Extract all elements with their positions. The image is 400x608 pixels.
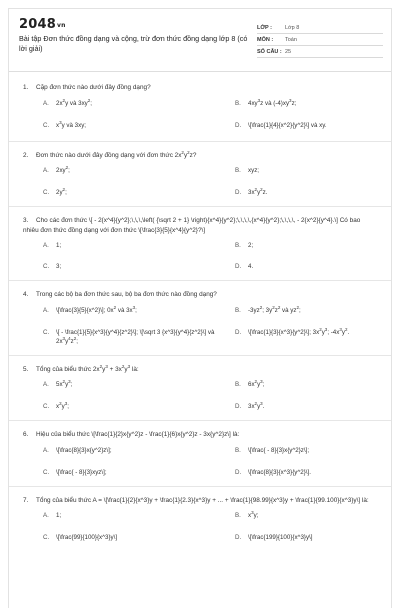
question-body: Trong các bộ ba đơn thức sau, bộ ba đơn thức nào đồng dạng? <box>36 291 217 298</box>
option-text: $4xy^3z$ và $(-4)xy^3z$; <box>248 97 297 107</box>
question-3 <box>9 206 391 280</box>
option-text: 3; <box>56 263 62 270</box>
answer-option[interactable] <box>235 306 400 315</box>
option-text: \[\frac{ - 8}{3}x{y^2}z\]; <box>248 446 310 454</box>
question-4 <box>9 280 391 355</box>
answer-option[interactable] <box>235 402 400 411</box>
option-letter: D. <box>235 403 242 410</box>
option-letter: B. <box>235 99 241 107</box>
question-number: 6. <box>23 431 29 438</box>
page-title: Bài tập Đơn thức đồng dạng và cộng, trừ đơn thức đồng dạng lớp 8 (có lời giải) <box>19 34 248 53</box>
answer-option[interactable] <box>235 446 400 455</box>
option-letter: D. <box>235 121 242 129</box>
option-text: $2x^2y$ và $3xy^2$; <box>56 97 93 107</box>
option-text: $x^2y^3$; <box>56 401 69 410</box>
answer-options <box>43 306 377 346</box>
answer-options <box>43 99 377 130</box>
answer-option[interactable] <box>235 121 400 130</box>
info-table <box>257 22 383 58</box>
option-letter: C. <box>43 534 50 541</box>
info-key: MÔN : <box>257 36 274 43</box>
answer-option[interactable] <box>43 511 235 520</box>
answer-option[interactable] <box>235 468 400 477</box>
option-letter: B. <box>235 167 241 174</box>
option-text: 2; <box>248 242 254 249</box>
info-value: Lớp 8 <box>285 24 300 31</box>
answer-option[interactable] <box>43 468 235 477</box>
option-text: \[\frac{ - 8}{3}xyz\]; <box>56 468 107 476</box>
question-list <box>9 83 391 551</box>
option-letter: D. <box>235 328 242 336</box>
info-row-class <box>257 22 383 34</box>
option-letter: C. <box>43 189 50 196</box>
option-text: $2y^2$; <box>56 187 67 196</box>
option-text: \[\frac{99}{100}{x^3}y\] <box>56 534 118 541</box>
answer-option[interactable] <box>43 402 235 411</box>
answer-option[interactable] <box>43 533 235 542</box>
option-letter: C. <box>43 328 50 336</box>
header-divider <box>9 71 391 72</box>
option-text: $5x^2y^3$; <box>56 379 73 388</box>
option-letter: A. <box>43 512 49 519</box>
option-text: \[\frac{8}{3}x{y^2}z\]; <box>56 446 112 454</box>
option-text: \[\frac{199}{100}{x^3}y\] <box>248 534 313 541</box>
option-text: xyz; <box>248 167 260 174</box>
answer-option[interactable] <box>43 241 235 250</box>
answer-option[interactable] <box>235 380 400 389</box>
answer-option[interactable] <box>43 262 235 271</box>
answer-option[interactable] <box>235 99 400 108</box>
answer-option[interactable] <box>43 99 235 108</box>
option-letter: D. <box>235 468 242 476</box>
option-letter: C. <box>43 403 50 410</box>
option-text: $3x^2y^3$. <box>248 401 265 410</box>
answer-option[interactable] <box>43 306 235 315</box>
answer-options <box>43 166 377 197</box>
question-body: Tổng của biểu thức $2x^2y^3 + 3x^2y^3$ là: <box>36 363 139 373</box>
option-letter: D. <box>235 534 242 541</box>
question-body: Cho các đơn thức \[ - 2{x^4}{y^2};\,\,\,\left( {\sqrt 2 + 1} \right){x^4}{y^2};\,\,\,\,{x^4}{y^2};\,\,\,\, - 2{x^2}{y^4}.\] Có bao nhiêu đơn thức đồng dạng với đơn thức \[\frac{3}{5}{x^4}{y^2}?\] <box>23 217 361 234</box>
info-key: SỐ CÂU : <box>257 48 282 55</box>
option-text: \[\frac{8}{3}{x^3}{y^2}\]. <box>248 468 311 476</box>
answer-option[interactable] <box>235 328 400 346</box>
option-letter: C. <box>43 263 50 270</box>
option-letter: A. <box>43 242 49 249</box>
option-letter: A. <box>43 381 49 388</box>
answer-option[interactable] <box>235 241 400 250</box>
question-number: 2. <box>23 151 29 159</box>
question-number: 7. <box>23 496 29 504</box>
option-letter: A. <box>43 99 49 107</box>
answer-option[interactable] <box>235 262 400 271</box>
info-row-count <box>257 46 383 58</box>
answer-option[interactable] <box>43 380 235 389</box>
option-letter: B. <box>235 446 241 454</box>
document-page <box>8 8 392 608</box>
question-body: Đơn thức nào dưới đây đồng dạng với đơn thức $2x^2y^2z$? <box>36 149 197 159</box>
answer-option[interactable] <box>43 328 235 346</box>
question-text <box>23 290 377 300</box>
option-text: $3x^2y^2z$. <box>248 187 268 196</box>
site-logo[interactable]: 2048vn <box>19 17 66 32</box>
option-letter: D. <box>235 263 242 270</box>
answer-options <box>43 446 377 477</box>
option-text: 1; <box>56 242 62 249</box>
answer-option[interactable] <box>235 533 400 542</box>
answer-option[interactable] <box>43 121 235 130</box>
option-text: \[\frac{1}{3}{x^3}{y^2}\]; $3x^2y^3$; $-4x^3y^2$. <box>248 326 350 336</box>
question-body: Cặp đơn thức nào dưới đây đồng dạng? <box>36 84 151 91</box>
answer-option[interactable] <box>43 166 235 175</box>
info-value: 25 <box>285 48 292 55</box>
option-letter: B. <box>235 306 241 314</box>
question-body: Tổng của biểu thức A = \[\frac{1}{2}{x^3}y + \frac{1}{2.3}{x^3}y + ... + \frac{1}{98.99}{x^3}y + \frac{1}{99.100}{x^3}y\] là: <box>36 496 369 504</box>
option-text: \[ - \frac{1}{5}{x^3}{y^4}{z^2}\]; \[\sqrt 3 {x^3}{y^4}{z^2}\] và $2x^3y^4z^2$; <box>56 328 215 345</box>
answer-options <box>43 241 377 271</box>
question-1 <box>9 83 391 141</box>
option-text: 4. <box>248 263 254 270</box>
option-letter: B. <box>235 381 241 388</box>
info-key: LỚP : <box>257 24 272 31</box>
info-row-subject <box>257 34 383 46</box>
option-letter: B. <box>235 512 241 519</box>
option-letter: D. <box>235 189 242 196</box>
option-text: $x^3y$; <box>248 510 259 519</box>
question-5 <box>9 355 391 421</box>
option-text: $x^3y$ và 3xy; <box>56 119 87 129</box>
answer-option[interactable] <box>43 188 235 197</box>
question-text <box>23 430 377 440</box>
option-text: 1; <box>56 512 62 519</box>
answer-option[interactable] <box>235 166 400 175</box>
question-number: 1. <box>23 84 29 91</box>
option-text: $-3yz^2$; $3y^2z^2$ và $yz^2$; <box>248 304 301 314</box>
question-number: 3. <box>23 217 29 224</box>
option-letter: C. <box>43 121 50 129</box>
question-body: Hiệu của biểu thức \[\frac{1}{2}x{y^2}z - \frac{1}{6}x{y^2}z - 3x{y^2}z\] là: <box>36 431 240 438</box>
option-letter: A. <box>43 167 49 174</box>
question-text <box>23 216 377 235</box>
answer-options <box>43 380 377 411</box>
question-7 <box>9 486 391 552</box>
option-text: $6x^2y^3$; <box>248 379 265 388</box>
question-text <box>23 496 377 506</box>
answer-option[interactable] <box>235 188 400 197</box>
option-letter: C. <box>43 468 50 476</box>
option-letter: B. <box>235 242 241 249</box>
document-header <box>9 9 391 65</box>
question-number: 5. <box>23 365 29 373</box>
question-6 <box>9 420 391 486</box>
question-text <box>23 83 377 93</box>
question-2 <box>9 141 391 207</box>
question-text <box>23 151 377 161</box>
option-text: \[\frac{1}{4}{x^2}{y^2}\] và xy. <box>248 121 327 129</box>
option-letter: A. <box>43 446 49 454</box>
question-text <box>23 365 377 375</box>
option-text: \[\frac{3}{5}{x^2}\]; $0x^2$ và $3x^3$; <box>56 304 137 314</box>
question-number: 4. <box>23 291 29 298</box>
answer-option[interactable] <box>235 511 400 520</box>
info-value: Toán <box>285 36 297 43</box>
option-letter: A. <box>43 306 49 314</box>
option-text: $2xy^2$; <box>56 165 70 174</box>
answer-options <box>43 511 377 542</box>
answer-option[interactable] <box>43 446 235 455</box>
